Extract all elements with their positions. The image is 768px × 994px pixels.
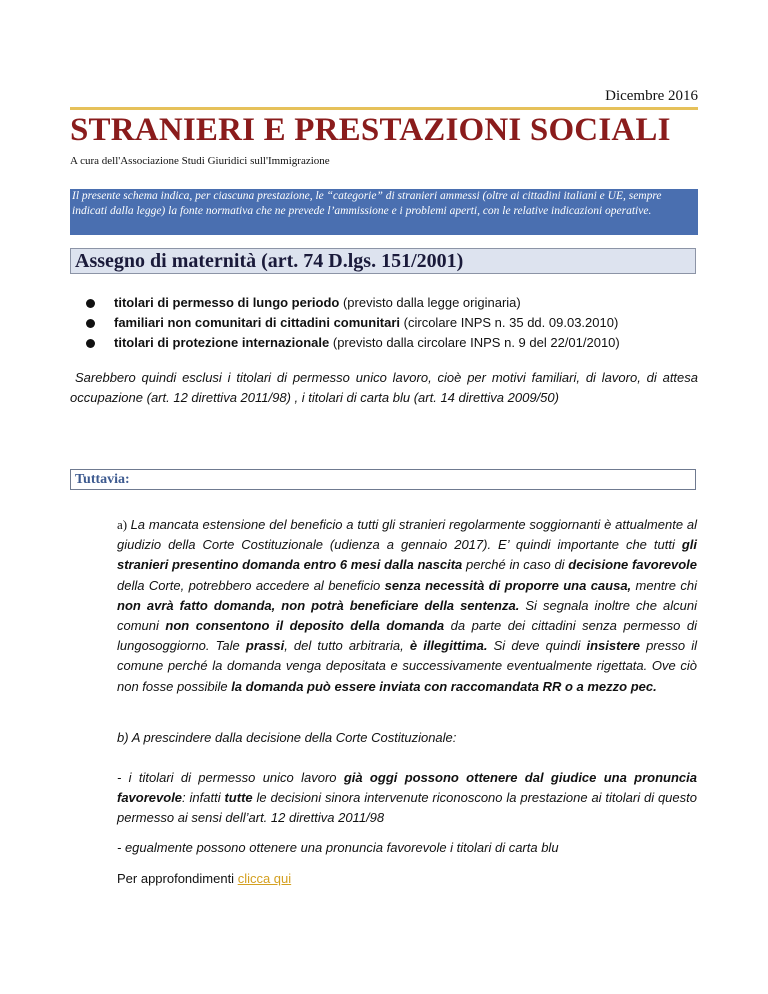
text-run: : infatti <box>182 790 225 805</box>
text-run: mentre chi <box>631 577 697 593</box>
more-info-link[interactable]: clicca qui <box>237 871 292 886</box>
text-run: Si segnala inoltre che alcuni comuni <box>117 597 697 634</box>
bold-run: insistere <box>586 638 640 654</box>
bold-run: senza necessità di proporre una causa, <box>384 577 632 593</box>
text-run: Si deve quindi <box>487 638 587 654</box>
paragraph-a-lead: a) <box>117 517 131 532</box>
header-rule <box>70 107 698 110</box>
text-run: della Corte, potrebbero accedere al beneficio <box>117 577 385 593</box>
tuttavia-heading: Tuttavia: <box>70 469 696 490</box>
bold-run: gli stranieri presentino domanda entro 6 mesi dalla nascita <box>117 537 697 573</box>
bold-run: non consentono il deposito della domanda <box>165 618 445 634</box>
bold-run: non avrà fatto domanda, non potrà beneficiare della sentenza. <box>117 597 520 613</box>
list-item <box>82 313 620 333</box>
bullet-icon <box>86 339 95 348</box>
section-title: Assegno di maternità (art. 74 D.lgs. 151/2001) <box>70 248 696 274</box>
excluded-paragraph: Sarebbero quindi esclusi i titolari di permesso unico lavoro, cioè per motivi familiari, di lavoro, di attesa occupazione (art. 12 direttiva 2011/98) , i titolari di carta blu (art. 14 direttiva 2009/50) <box>70 370 698 405</box>
paragraph-b-item-1 <box>117 768 697 828</box>
list-item-bold: titolari di protezione internazionale <box>114 335 330 350</box>
bold-run: è illegittima. <box>409 638 488 654</box>
list-item <box>82 333 620 353</box>
eligible-list <box>82 293 620 353</box>
text-run: perché in caso di <box>462 557 569 573</box>
text-run: - i titolari di permesso unico lavoro <box>117 770 344 785</box>
document-subtitle: A cura dell'Associazione Studi Giuridici sull'Immigrazione <box>70 155 330 167</box>
list-item-bold: familiari non comunitari di cittadini comunitari <box>114 315 401 330</box>
bullet-icon <box>86 319 95 328</box>
paragraph-b-item-2: - egualmente possono ottenere una pronuncia favorevole i titolari di carta blu <box>117 840 559 855</box>
paragraph-a <box>117 515 697 697</box>
text-run: presso il comune perché la domanda venga depositata e successivamente eventualmente rigettata. Ove ciò non fosse possibile <box>117 638 697 694</box>
bold-run: già oggi possono ottenere dal giudice una pronuncia favorevole <box>117 770 697 805</box>
document-title: STRANIERI E PRESTAZIONI SOCIALI <box>70 112 671 148</box>
list-item-text: (previsto dalla legge originaria) <box>339 295 521 310</box>
list-item-text: (circolare INPS n. 35 dd. 09.03.2010) <box>400 315 619 330</box>
bold-run: prassi <box>245 638 285 654</box>
bold-run: la domanda può essere inviata con raccomandata RR o a mezzo pec. <box>231 678 657 694</box>
list-item-text: (previsto dalla circolare INPS n. 9 del 22/01/2010) <box>329 335 620 350</box>
text-run: La mancata estensione del beneficio a tutti gli stranieri regolarmente soggiornanti è attualmente al giudizio della Corte Costituzionale (udienza a gennaio 2017). E’ quindi importante che tutti <box>117 517 697 553</box>
bold-run: decisione favorevole <box>568 557 697 573</box>
bold-run: tutte <box>224 790 253 805</box>
document-date: Dicembre 2016 <box>605 88 698 104</box>
more-info <box>117 869 697 889</box>
paragraph-b-heading: b) A prescindere dalla decisione della Corte Costituzionale: <box>117 730 457 745</box>
text-run: da parte dei cittadini senza permesso di lungosoggiorno. Tale <box>117 618 698 654</box>
text-run: le decisioni sinora intervenute riconoscono la prestazione ai titolari di questo permesso ai sensi dell’art. 12 direttiva 2011/98 <box>117 790 697 825</box>
more-info-text: Per approfondimenti <box>117 871 238 886</box>
list-item-bold: titolari di permesso di lungo periodo <box>114 295 340 310</box>
list-item <box>82 293 620 313</box>
bullet-icon <box>86 299 95 308</box>
intro-box: Il presente schema indica, per ciascuna prestazione, le “categorie” di stranieri ammessi (oltre ai cittadini italiani e UE, sempre indicati dalla legge) la fonte normativa che ne prevede l’ammissione e i problemi aperti, con le relative indicazioni operative. <box>70 189 698 235</box>
text-run: , del tutto arbitraria, <box>284 638 410 654</box>
